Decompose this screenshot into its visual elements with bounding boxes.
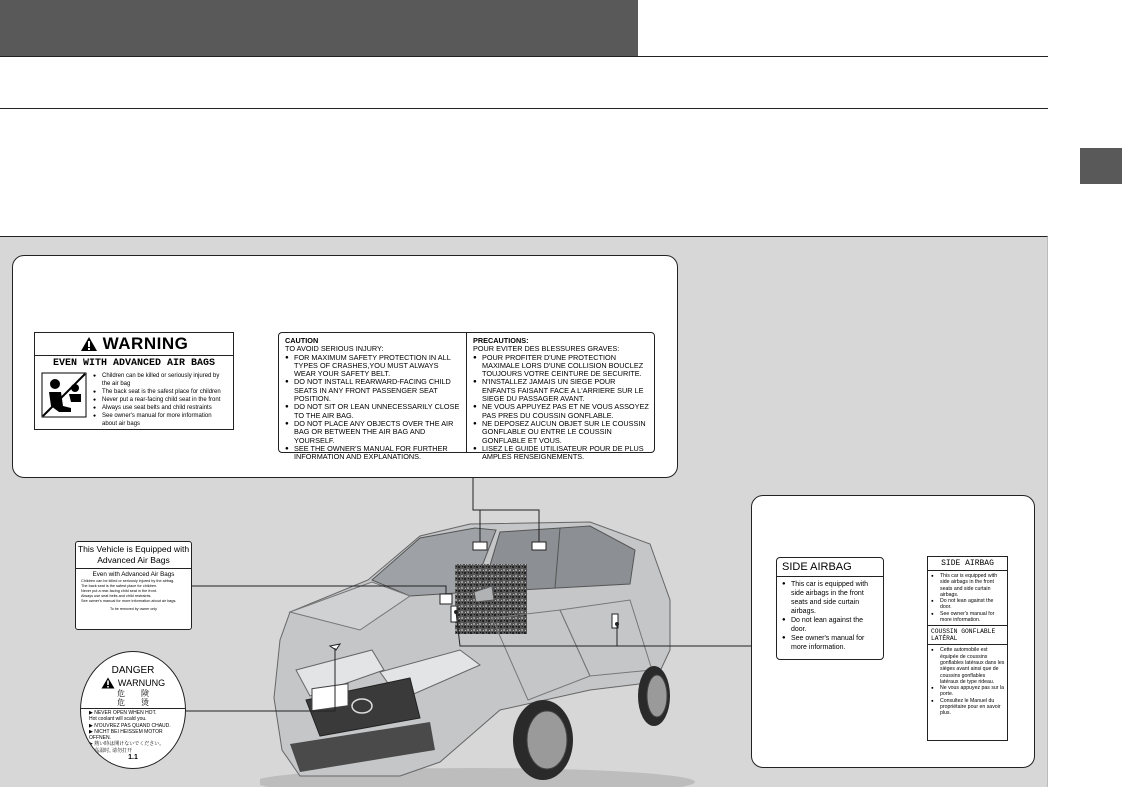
header-bar [0,0,638,56]
warnung-word: WARNUNG [117,678,166,688]
rear-wheel-rim [647,675,667,717]
coussin-item: ● Consultez le Manuel du propriétaire pour en savoir plus. [931,698,1005,717]
side-airbag-item: ● See owner's manual for more information. [782,634,879,652]
side-airbag-item: ● This car is equipped with side airbags in the front seats and side curtain airbags. [782,580,879,616]
precautions-item: ● NE VOUS APPUYEZ PAS ET NE VOUS ASSOYEZ PAS PRES DU COUSSIN GONFLABLE. [473,403,650,420]
side-airbag-title: SIDE AIRBAG [777,558,883,577]
side-airbag-label [776,557,884,660]
equipped-label [75,541,192,630]
caution-item: ● DO NOT INSTALL REARWARD-FACING CHILD SEATS IN ANY FRONT PASSENGER SEAT POSITION. [285,378,462,403]
precautions-item: ● N'INSTALLEZ JAMAIS UN SIEGE POUR ENFANTS FAISANT FACE A L'ARRIERE SUR LE SIEGE DU PASSAGER AVANT. [473,378,650,403]
kiken-ja: 危 険 [117,689,149,698]
warning-triangle-icon [80,336,98,352]
dashboard-label-marker [440,594,452,604]
warning-item: ● Never put a rear-facing child seat in the front [93,396,227,404]
equipped-subtitle: Even with Advanced Air Bags [92,571,175,578]
caution-item: ● SEE THE OWNER'S MANUAL FOR FURTHER INFORMATION AND EXPLANATIONS. [285,445,462,462]
sun-visor-label-marker-right [532,542,546,550]
side-airbag-bilingual-label [927,556,1008,741]
side-airbag-en-item: ● Do not lean against the door. [931,598,1005,611]
side-airbag-bilingual-title: SIDE AIRBAG [928,557,1007,571]
side-airbag-item: ● Do not lean against the door. [782,616,879,634]
car-illustration [260,500,700,787]
warning-title: WARNING [102,334,189,353]
caution-heading: CAUTION [285,336,319,345]
warning-subtitle: EVEN WITH ADVANCED AIR BAGS [52,358,216,369]
precautions-item: ● POUR PROFITER D'UNE PROTECTION MAXIMALE LORS D'UNE COLLISION BOUCLEZ TOUJOURS VOTRE CEINTURE DE SECURITE. [473,354,650,379]
side-airbag-bilingual-en-items [928,571,1007,625]
caution-label [278,332,655,462]
side-airbag-bilingual-fr-items [928,645,1007,716]
caution-item: ● FOR MAXIMUM SAFETY PROTECTION IN ALL TYPES OF CRASHES,YOU MUST ALWAYS WEAR YOUR SAFETY BELT. [285,354,462,379]
precautions-item: ● LISEZ LE GUIDE UTILISATEUR POUR DE PLUS AMPLES RENSEIGNEMENTS. [473,445,650,462]
sun-visor-label-marker-left [473,542,487,550]
precautions-item: ● NE DEPOSEZ AUCUN OBJET SUR LE COUSSIN GONFLABLE OU ENTRE LE COUSSIN GONFLABLE ET VOUS. [473,420,650,445]
radiator-cap-label [80,651,186,769]
caution-item: ● DO NOT PLACE ANY OBJECTS OVER THE AIR BAG OR BETWEEN THE AIR BAG AND YOURSELF. [285,420,462,445]
warning-item: ● The back seat is the safest place for children [93,388,227,396]
caution-items [285,354,462,462]
equipped-lines: Children can be killed or seriously injured by the airbag. The back seat is the safest place for children. Never put a rear-facing child seat in the front. Always use seat belts and child restraints. See owner's manual for more information about air bags. [81,579,177,603]
section-rule [0,108,1048,109]
danger-footer: 1.1 [128,754,138,762]
header-rule [0,56,1048,57]
coussin-item: ● Cette automobile est équipée de coussins gonflables latéraux dans les sièges avant ainsi que de coussins gonflables latéraux de type rideau. [931,647,1005,685]
license-plate [312,684,348,711]
equipped-title: This Vehicle is Equipped with Advanced Air Bags [76,542,191,569]
warning-label [34,332,234,430]
danger-word: DANGER [111,665,155,676]
caution-intro: TO AVOID SERIOUS INJURY: [285,344,384,354]
door-pillar-label-marker-rear [612,614,618,628]
warning-items [93,372,227,428]
equipped-footer: To be removed by owner only [110,607,157,611]
caution-french [467,333,654,462]
danger-body: ▶ NEVER OPEN WHEN HOT. Hot coolant will scald you. ▶ N'OUVREZ PAS QUAND CHAUD. ▶ NICHT BEI HEISSEM MOTOR OFFNEN. ▶ 熱い時は開けないでください。 高温时, 请勿打开 [89,710,171,754]
precautions-items [473,354,650,462]
caution-english [279,333,467,462]
chapter-tab[interactable] [1080,148,1122,184]
weixian-zh: 危 烫 [81,698,185,709]
caution-item: ● DO NOT SIT OR LEAN UNNECESSARILY CLOSE TO THE AIR BAG. [285,403,462,420]
coussin-item: ● Ne vous appuyez pas sur la porte. [931,685,1005,698]
precautions-intro: POUR EVITER DES BLESSURES GRAVES: [473,344,620,354]
warning-item: ● See owner's manual for more information about air bags [93,412,227,428]
danger-triangle-icon [101,677,115,689]
warning-header [35,333,233,356]
side-airbag-en-item: ● This car is equipped with side airbags in the front seats and side curtain airbags. [931,573,1005,598]
coussin-title: COUSSIN GONFLABLE LATÉRAL [928,625,1007,645]
child-seat-pictogram-icon [41,372,87,418]
front-wheel-rim [527,711,567,769]
side-airbag-items [777,577,883,652]
warning-item: ● Children can be killed or seriously injured by the air bag [93,372,227,388]
door-pillar-label-marker-front [451,606,457,622]
warning-item: ● Always use seat belts and child restraints [93,404,227,412]
precautions-heading: PRECAUTIONS: [473,336,529,345]
side-airbag-en-item: ● See owner's manual for more information. [931,611,1005,624]
